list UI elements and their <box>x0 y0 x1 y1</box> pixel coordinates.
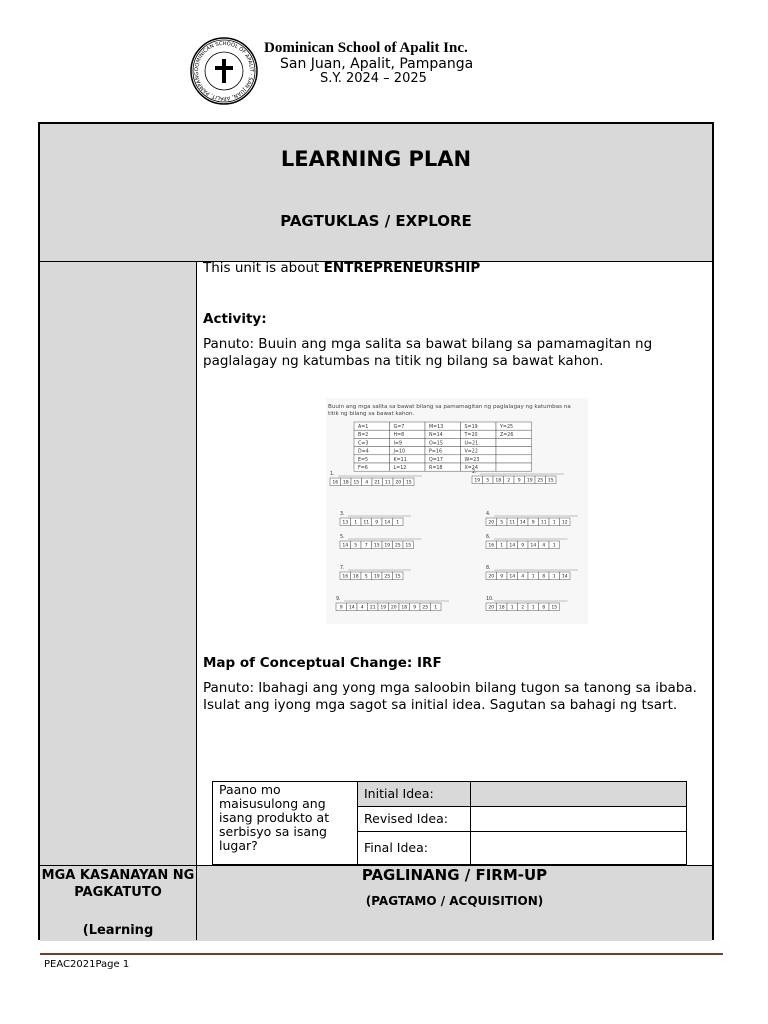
item-code: 1 <box>531 574 535 580</box>
key-value: Y=25 <box>500 425 514 430</box>
item-code: 14 <box>509 543 516 549</box>
item-code: 15 <box>353 480 360 486</box>
item-code: 20 <box>488 574 495 580</box>
item-code: 15 <box>394 574 401 580</box>
key-value: A=1 <box>358 425 369 430</box>
item-code: 18 <box>342 480 349 486</box>
item-code: 5 <box>486 478 490 484</box>
item-code: 16 <box>488 543 495 549</box>
item-code: 1 <box>396 520 400 526</box>
key-value: G=7 <box>393 425 405 430</box>
item-code: 11 <box>540 520 547 526</box>
revised-idea-answer[interactable] <box>471 807 687 832</box>
item-code: 15 <box>551 605 558 611</box>
item-number: 4. <box>486 512 491 517</box>
item-code: 25 <box>384 574 391 580</box>
item-code: 9 <box>339 605 343 611</box>
item-code: 19 <box>380 605 387 611</box>
item-code: 19 <box>474 478 481 484</box>
item-code: 25 <box>422 605 429 611</box>
key-value: Q=17 <box>429 457 443 463</box>
item-code: 8 <box>542 605 546 611</box>
key-value: L=12 <box>393 466 407 471</box>
key-value: K=11 <box>393 457 407 463</box>
worksheet-instructions: Buuin ang mga salita sa bawat bilang sa pamamagitan ng paglalagay ng katumbas na titik ng bilang sa bawat kahon. <box>328 404 571 417</box>
item-code: 16 <box>332 480 339 486</box>
item-code: 18 <box>352 574 359 580</box>
school-year: S.Y. 2024 – 2025 <box>320 71 427 86</box>
unit-statement <box>203 260 480 277</box>
item-number: 5. <box>340 535 345 540</box>
item-code: 9 <box>375 520 379 526</box>
key-value: W=23 <box>464 457 480 463</box>
item-code: 18 <box>401 605 408 611</box>
item-code: 1 <box>552 543 556 549</box>
item-number: 9. <box>336 597 341 602</box>
key-cell <box>496 438 532 446</box>
item-code: 14 <box>519 520 526 526</box>
item-code: 20 <box>395 480 402 486</box>
item-code: 21 <box>374 480 381 486</box>
item-code: 14 <box>509 574 516 580</box>
school-logo <box>190 37 258 105</box>
item-code: 14 <box>530 543 537 549</box>
key-value: V=22 <box>464 449 478 455</box>
item-code: 12 <box>561 520 568 526</box>
key-value: O=15 <box>429 441 443 447</box>
item-code: 4 <box>542 543 546 549</box>
item-code: 1 <box>552 520 556 526</box>
final-idea-label: Final Idea: <box>358 832 471 865</box>
key-value: P=16 <box>429 449 443 455</box>
key-value: X=24 <box>464 466 478 471</box>
item-code: 14 <box>384 520 391 526</box>
item-code: 9 <box>500 574 504 580</box>
map-of-conceptual-change-label: Map of Conceptual Change: IRF <box>203 655 442 671</box>
revised-idea-label: Revised Idea: <box>358 807 471 832</box>
acquisition-subtitle: (PAGTAMO / ACQUISITION) <box>365 894 544 908</box>
key-value: F=6 <box>358 466 368 471</box>
item-code: 18 <box>495 478 502 484</box>
key-value: T=20 <box>464 433 478 439</box>
item-code: 19 <box>526 478 533 484</box>
key-value: R=18 <box>429 466 443 471</box>
item-code: 15 <box>405 543 412 549</box>
item-number: 7. <box>340 566 345 571</box>
item-code: 2 <box>521 605 525 611</box>
activity-instructions: Panuto: Buuin ang mga salita sa bawat bilang sa pamamagitan ng paglalagay ng katumbas na titik ng bilang sa bawat kahon. <box>203 336 653 369</box>
item-code: 21 <box>369 605 376 611</box>
map-instructions: Panuto: Ibahagi ang yong mga saloobin bilang tugon sa tanong sa ibaba. Isulat ang iyong mga sagot sa initial idea. Sagutan sa bahagi ng tsart. <box>203 680 697 713</box>
key-value: M=13 <box>429 425 444 430</box>
item-code: 25 <box>394 543 401 549</box>
item-code: 9 <box>517 478 521 484</box>
key-cell <box>496 447 532 455</box>
learning-plan-title: LEARNING PLAN <box>280 147 472 171</box>
key-value: N=14 <box>429 433 443 439</box>
explore-subtitle: PAGTUKLAS / EXPLORE <box>280 212 472 230</box>
key-value: U=21 <box>464 441 479 447</box>
key-value: Z=26 <box>500 433 514 439</box>
learning-label-continued: (Learning <box>82 923 154 938</box>
item-code: 1 <box>531 605 535 611</box>
key-cell <box>496 463 532 471</box>
item-number: 1. <box>330 472 335 477</box>
item-code: 25 <box>537 478 544 484</box>
footer-page-number: PEAC2021Page 1 <box>44 959 130 970</box>
final-idea-answer[interactable] <box>471 832 687 865</box>
item-code: 18 <box>498 605 505 611</box>
item-number: 2. <box>472 470 477 475</box>
footer-rule <box>40 953 723 955</box>
item-code: 19 <box>373 574 380 580</box>
item-code: 7 <box>364 543 368 549</box>
irf-table <box>212 781 687 865</box>
key-value: H=8 <box>393 433 405 439</box>
key-value: B=2 <box>358 433 369 439</box>
key-value: I=9 <box>393 441 402 447</box>
school-address: San Juan, Apalit, Pampanga <box>280 56 474 72</box>
worksheet-image <box>326 398 588 624</box>
item-code: 20 <box>488 520 495 526</box>
school-name: Dominican School of Apalit Inc. <box>264 40 468 56</box>
firm-up-title: PAGLINANG / FIRM-UP <box>361 866 548 884</box>
item-code: 16 <box>342 574 349 580</box>
item-code: 14 <box>342 543 349 549</box>
item-code: 1 <box>500 543 504 549</box>
item-number: 3. <box>340 512 345 517</box>
item-code: 19 <box>384 543 391 549</box>
item-code: 13 <box>342 520 349 526</box>
item-code: 15 <box>547 478 554 484</box>
item-code: 5 <box>364 574 368 580</box>
item-code: 5 <box>354 543 358 549</box>
item-code: 20 <box>488 605 495 611</box>
learning-competencies-label: MGA KASANAYAN NG PAGKATUTO <box>41 868 195 900</box>
unit-prefix: This unit is about <box>203 260 324 276</box>
item-code: 14 <box>348 605 355 611</box>
initial-idea-answer[interactable] <box>471 782 687 807</box>
item-code: 4 <box>521 574 525 580</box>
item-code: 9 <box>521 543 525 549</box>
item-code: 9 <box>531 520 535 526</box>
item-code: 2 <box>507 478 511 484</box>
item-code: 1 <box>510 605 514 611</box>
key-value: D=4 <box>358 449 369 455</box>
unit-topic: ENTREPRENEURSHIP <box>323 260 481 276</box>
key-value: C=3 <box>358 441 369 447</box>
item-code: 4 <box>365 480 369 486</box>
item-code: 1 <box>552 574 556 580</box>
item-code: 11 <box>363 520 370 526</box>
item-code: 20 <box>390 605 397 611</box>
irf-question: Paano mo maisusulong ang isang produkto at serbisyo sa isang lugar? <box>213 782 358 865</box>
key-value: J=10 <box>393 449 406 455</box>
item-code: 1 <box>354 520 358 526</box>
key-value: S=19 <box>464 425 478 430</box>
item-number: 6. <box>486 535 491 540</box>
key-value: E=5 <box>358 457 369 463</box>
item-code: 1 <box>434 605 438 611</box>
item-code: 11 <box>509 520 516 526</box>
item-number: 10. <box>486 597 494 602</box>
activity-label: Activity: <box>203 311 267 327</box>
key-cell <box>496 455 532 463</box>
item-code: 5 <box>500 520 504 526</box>
item-code: 15 <box>405 480 412 486</box>
item-code: 9 <box>413 605 417 611</box>
logo-ring-text: DOMINICAN SCHOOL OF APALIT · SAN JUAN, APALIT, PAMPANG <box>193 40 255 102</box>
item-code: 15 <box>373 543 380 549</box>
item-code: 8 <box>542 574 546 580</box>
item-code: 14 <box>561 574 568 580</box>
item-number: 8. <box>486 566 491 571</box>
item-code: 4 <box>360 605 364 611</box>
item-code: 11 <box>384 480 391 486</box>
initial-idea-label: Initial Idea: <box>358 782 471 807</box>
